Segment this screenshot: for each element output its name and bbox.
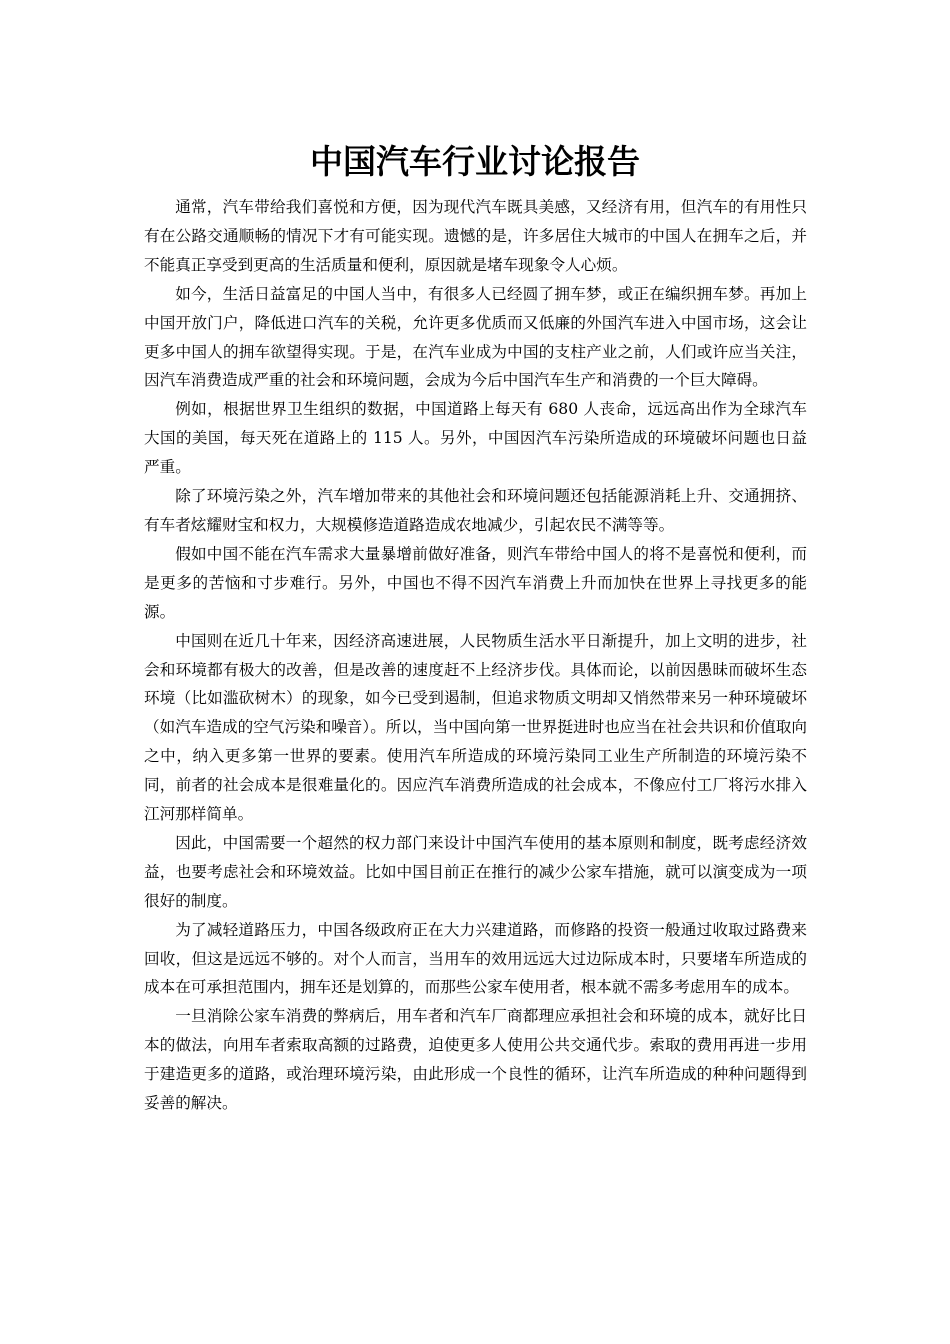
paragraph: 通常，汽车带给我们喜悦和方便，因为现代汽车既具美感，又经济有用，但汽车的有用性只有在公路交通顺畅的情况下才有可能实现。遗憾的是，许多居住大城市的中国人在拥车之后，并不能真正享受到更高的生活质量和便利，原因就是堵车现象令人心烦。 bbox=[144, 198, 807, 274]
paragraph: 除了环境污染之外，汽车增加带来的其他社会和环境问题还包括能源消耗上升、交通拥挤、有车者炫耀财宝和权力，大规模修造道路造成农地减少，引起农民不满等等。 bbox=[144, 487, 807, 534]
paragraph: 例如，根据世界卫生组织的数据，中国道路上每天有 680 人丧命，远远高出作为全球汽车大国的美国，每天死在道路上的 115 人。另外，中国因汽车污染所造成的环境破坏问题也日益严重。 bbox=[144, 400, 807, 477]
paragraph: 如今，生活日益富足的中国人当中，有很多人已经圆了拥车梦，或正在编织拥车梦。再加上中国开放门户，降低进口汽车的关税，允许更多优质而又低廉的外国汽车进入中国市场，这会让更多中国人的拥车欲望得实现。于是，在汽车业成为中国的支柱产业之前，人们或许应当关注，因汽车消费造成严重的社会和环境问题，会成为今后中国汽车生产和消费的一个巨大障碍。 bbox=[144, 284, 807, 390]
document-body bbox=[144, 193, 807, 1118]
paragraph: 假如中国不能在汽车需求大量暴增前做好准备，则汽车带给中国人的将不是喜悦和便利，而是更多的苦恼和寸步难行。另外，中国也不得不因汽车消费上升而加快在世界上寻找更多的能源。 bbox=[144, 544, 807, 621]
document-title: 中国汽车行业讨论报告 bbox=[310, 142, 640, 181]
paragraph: 为了减轻道路压力，中国各级政府正在大力兴建道路，而修路的投资一般通过收取过路费来回收，但这是远远不够的。对个人而言，当用车的效用远远大过边际成本时，只要堵车所造成的成本在可承担范围内，拥车还是划算的，而那些公家车使用者，根本就不需多考虑用车的成本。 bbox=[144, 920, 807, 997]
paragraph: 一旦消除公家车消费的弊病后，用车者和汽车厂商都理应承担社会和环境的成本，就好比日本的做法，向用车者索取高额的过路费，迫使更多人使用公共交通代步。索取的费用再进一步用于建造更多的道路，或治理环境污染，由此形成一个良性的循环，让汽车所造成的种种问题得到妥善的解决。 bbox=[144, 1007, 807, 1113]
paragraph: 因此，中国需要一个超然的权力部门来设计中国汽车使用的基本原则和制度，既考虑经济效益，也要考虑社会和环境效益。比如中国目前正在推行的减少公家车措施，就可以演变成为一项很好的制度。 bbox=[144, 833, 807, 910]
paragraph: 中国则在近几十年来，因经济高速进展，人民物质生活水平日渐提升，加上文明的进步，社会和环境都有极大的改善，但是改善的速度赶不上经济步伐。具体而论，以前因愚昧而破坏生态环境（比如滥砍树木）的现象，如今已受到遏制，但追求物质文明却又悄然带来另一种环境破坏（如汽车造成的空气污染和噪音）。所以，当中国向第一世界挺进时也应当在社会共识和价值取向之中，纳入更多第一世界的要素。使用汽车所造成的环境污染同工业生产所制造的环境污染不同，前者的社会成本是很难量化的。因应汽车消费所造成的社会成本，不像应付工厂将污水排入江河那样简单。 bbox=[144, 631, 807, 824]
